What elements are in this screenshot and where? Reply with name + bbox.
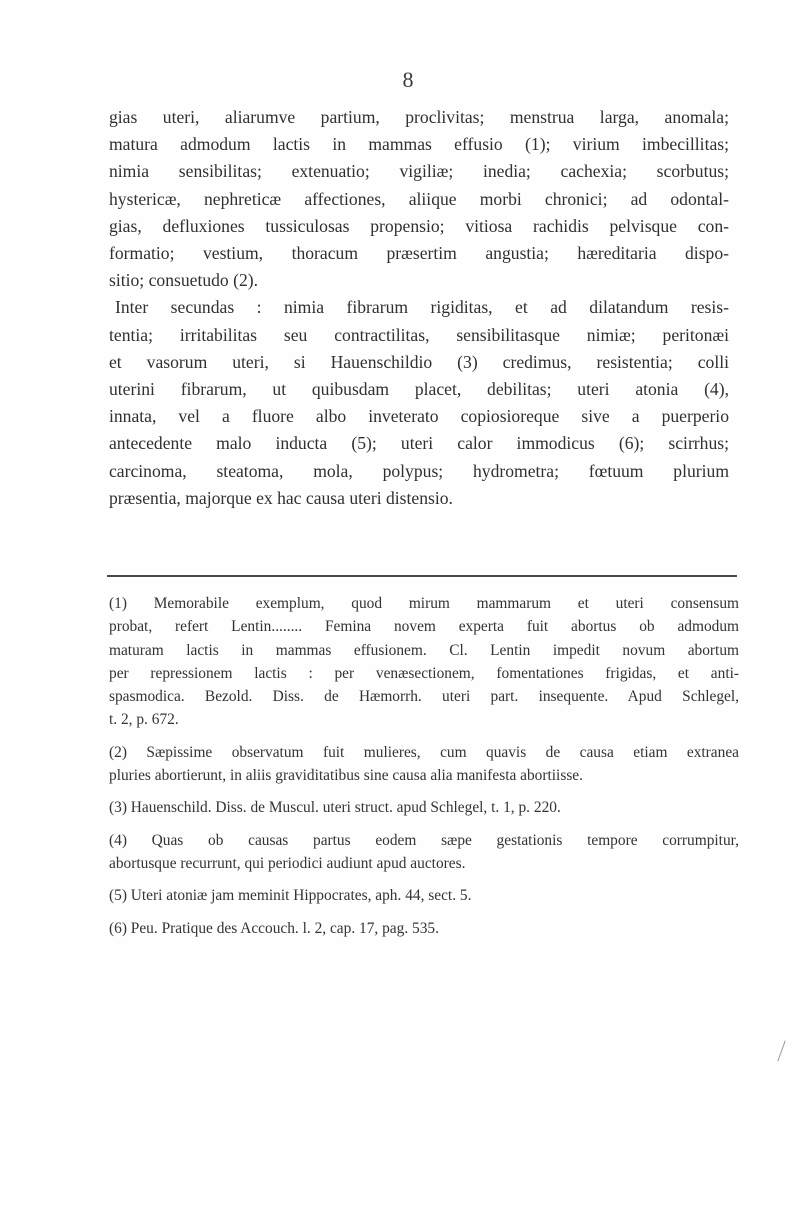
main-text [109, 104, 729, 512]
footnote-2 [109, 741, 739, 788]
text-line: innata, vel a fluore albo inveterato copiosioreque sive a puerperio [109, 406, 729, 427]
footnote-line: spasmodica. Bezold. Diss. de Hæmorrh. uteri part. insequente. Apud Schlegel, [109, 688, 739, 706]
footnote-5 [109, 884, 739, 907]
text-line: hystericæ, nephreticæ affectiones, aliique morbi chronici; ad odontal- [109, 188, 729, 209]
footnote-line: t. 2, p. 672. [109, 711, 179, 729]
footnote-line: (6) Peu. Pratique des Accouch. l. 2, cap. 17, pag. 535. [109, 919, 439, 937]
footnotes [109, 592, 739, 949]
footnote-line: per repressionem lactis : per venæsectionem, fomentationes frigidas, et anti- [109, 664, 739, 682]
text-line: matura admodum lactis in mammas effusio (1); virium imbecillitas; [109, 134, 729, 155]
text-line: uterini fibrarum, ut quibusdam placet, debilitas; uteri atonia (4), [109, 379, 729, 400]
page-blemish [777, 1040, 785, 1061]
text-line: formatio; vestium, thoracum præsertim angustia; hæreditaria dispo- [109, 243, 729, 264]
footnote-6 [109, 917, 739, 940]
footnote-3 [109, 796, 739, 819]
footnote-line: maturam lactis in mammas effusionem. Cl. Lentin impedit novum abortum [109, 641, 739, 659]
text-line: antecedente malo inducta (5); uteri calor immodicus (6); scirrhus; [109, 433, 729, 454]
footnote-line: (3) Hauenschild. Diss. de Muscul. uteri struct. apud Schlegel, t. 1, p. 220. [109, 799, 561, 817]
footnote-line: (5) Uteri atoniæ jam meminit Hippocrates, aph. 44, sect. 5. [109, 887, 472, 905]
text-line: nimia sensibilitas; extenuatio; vigiliæ; inedia; cachexia; scorbutus; [109, 161, 729, 182]
text-line: præsentia, majorque ex hac causa uteri distensio. [109, 487, 453, 508]
footnote-line: probat, refert Lentin........ Femina novem experta fuit abortus ob admodum [109, 618, 739, 636]
text-line: sitio; consuetudo (2). [109, 270, 259, 291]
footnote-line: (1) Memorabile exemplum, quod mirum mammarum et uteri consensum [109, 595, 739, 612]
text-line: Inter secundas : nimia fibrarum rigiditas, et ad dilatandum resis- [115, 297, 729, 318]
footnote-line: (2) Sæpissime observatum fuit mulieres, cum quavis de causa etiam extranea [109, 743, 739, 761]
footnote-1 [109, 592, 739, 732]
text-line: tentia; irritabilitas seu contractilitas, sensibilitasque nimiæ; peritonæi [109, 324, 729, 345]
footnote-line: (4) Quas ob causas partus eodem sæpe gestationis tempore corrumpitur, [109, 831, 739, 849]
text-line: gias uteri, aliarumve partium, proclivitas; menstrua larga, anomala; [109, 107, 729, 127]
footnote-line: abortusque recurrunt, qui periodici audiunt apud auctores. [109, 854, 466, 872]
footnote-separator [107, 575, 737, 577]
footnote-4 [109, 829, 739, 876]
page-number: 8 [402, 67, 414, 92]
text-line: gias, defluxiones tussiculosas propensio; vitiosa rachidis pelvisque con- [109, 215, 729, 236]
text-line: carcinoma, steatoma, mola, polypus; hydrometra; fœtuum plurium [109, 460, 729, 481]
text-line: et vasorum uteri, si Hauenschildio (3) credimus, resistentia; colli [109, 351, 729, 372]
footnote-line: pluries abortierunt, in aliis graviditatibus sine causa alia manifesta abortiisse. [109, 767, 583, 785]
